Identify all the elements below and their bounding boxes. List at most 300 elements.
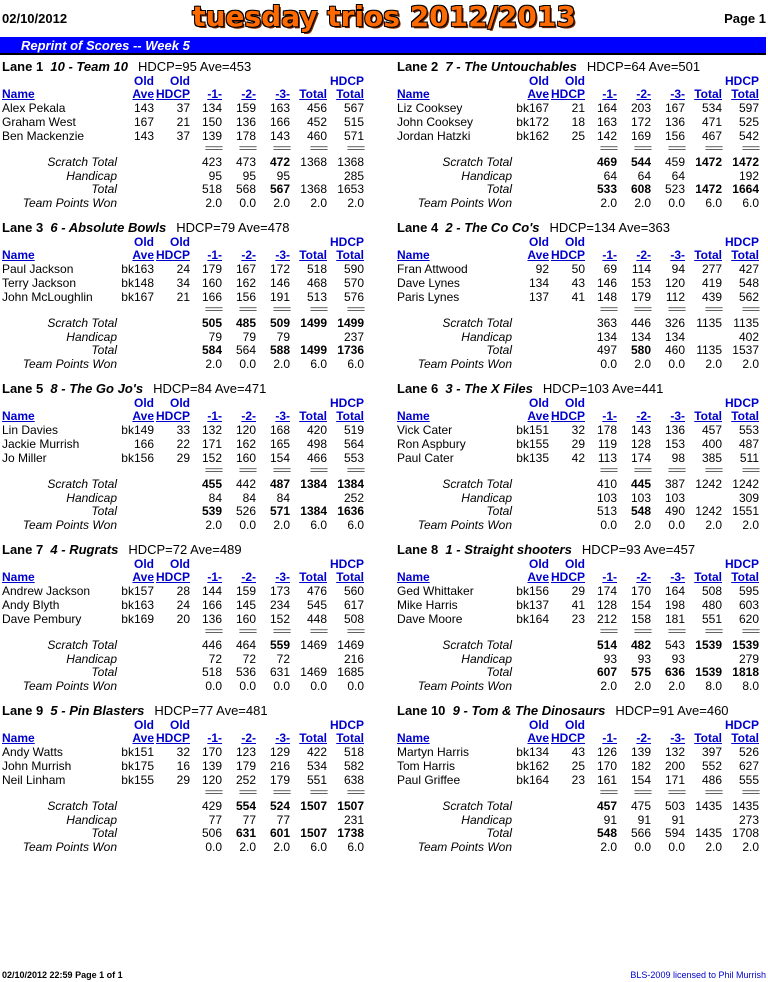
column-separator: ====	[238, 787, 256, 797]
summary-label-scratch: Scratch Total	[442, 638, 512, 652]
player-name: Jo Miller	[2, 451, 47, 465]
hdcp-total-header: HDCP	[724, 718, 759, 732]
summary-label-scratch: Scratch Total	[47, 799, 117, 813]
summary-label-scratch: Scratch Total	[442, 316, 512, 330]
summary-value: 2.0	[273, 518, 290, 532]
player-score: 134	[201, 101, 222, 115]
player-score: 526	[738, 745, 759, 759]
summary-value: 1507	[337, 799, 364, 813]
summary-value: 1818	[732, 665, 759, 679]
name-header: Name	[2, 87, 35, 101]
player-score: bk172	[516, 115, 549, 129]
column-separator: ====	[741, 465, 759, 475]
player-name: Dave Moore	[397, 612, 463, 626]
hdcp-total-header: HDCP	[329, 74, 364, 88]
player-score: 134	[528, 276, 549, 290]
column-header-total: Total	[694, 731, 722, 745]
lane-number: Lane 4	[397, 220, 439, 235]
old-header: Old	[134, 74, 154, 88]
column-separator: ====	[238, 465, 256, 475]
column-header-hdcp: HDCP	[155, 731, 190, 745]
summary-value: 575	[630, 665, 651, 679]
player-score: 132	[201, 423, 222, 437]
summary-value: 0.0	[273, 679, 290, 693]
hdcp-total-header: HDCP	[329, 396, 364, 410]
summary-label-points: Team Points Won	[417, 840, 512, 854]
player-score: 564	[343, 437, 364, 451]
summary-value: 103	[630, 491, 651, 505]
column-separator: ====	[667, 304, 685, 314]
summary-label-handicap: Handicap	[66, 813, 117, 827]
player-score: 166	[201, 290, 222, 304]
summary-value: 607	[596, 665, 617, 679]
player-score: 164	[596, 101, 617, 115]
player-score: 627	[738, 759, 759, 773]
column-header-hdcp-total-bottom: Total	[731, 570, 759, 584]
player-score: 28	[176, 584, 190, 598]
summary-value: 445	[630, 477, 651, 491]
summary-value: 2.0	[742, 518, 759, 532]
player-score: 128	[630, 437, 651, 451]
column-separator: ====	[346, 465, 364, 475]
player-score: 179	[201, 262, 222, 276]
column-separator: ====	[633, 787, 651, 797]
team-name: 3 - The X Files	[445, 381, 533, 396]
summary-value: 1368	[300, 155, 327, 169]
column-separator: ====	[741, 304, 759, 314]
player-score: 168	[269, 423, 290, 437]
player-name: Tom Harris	[397, 759, 456, 773]
column-separator: ====	[204, 143, 222, 153]
team-hdcp-average: HDCP=72 Ave=489	[128, 542, 242, 557]
team-name: 4 - Rugrats	[50, 542, 119, 557]
old-header: Old	[529, 396, 549, 410]
summary-value: 0.0	[205, 840, 222, 854]
column-header-g3: -3-	[275, 570, 290, 584]
column-separator: ====	[272, 143, 290, 153]
player-score: 129	[269, 745, 290, 759]
column-separator: ====	[633, 143, 651, 153]
hdcp-total-header: HDCP	[329, 557, 364, 571]
summary-value: 1539	[695, 638, 722, 652]
lane-block	[397, 220, 768, 381]
player-score: 518	[343, 745, 364, 759]
summary-value: 1469	[300, 638, 327, 652]
player-name: Dave Pembury	[2, 612, 82, 626]
column-header-ave: Ave	[132, 731, 154, 745]
report-title: tuesday trios 2012/2013	[192, 0, 576, 33]
player-score: 152	[269, 612, 290, 626]
player-score: 16	[176, 759, 190, 773]
summary-value: 1539	[695, 665, 722, 679]
column-separator: ====	[309, 465, 327, 475]
player-score: 174	[596, 584, 617, 598]
summary-value: 0.0	[600, 518, 617, 532]
player-score: 582	[343, 759, 364, 773]
lane-block	[2, 542, 385, 703]
player-score: 173	[269, 584, 290, 598]
player-score: 171	[664, 773, 685, 787]
summary-value: 2.0	[705, 518, 722, 532]
summary-value: 2.0	[205, 196, 222, 210]
player-score: 29	[571, 437, 585, 451]
player-score: 252	[235, 773, 256, 787]
column-separator: ====	[599, 626, 617, 636]
player-score: 167	[133, 115, 154, 129]
player-score: 620	[738, 612, 759, 626]
old-header: Old	[565, 235, 585, 249]
player-score: 617	[343, 598, 364, 612]
summary-label-total: Total	[91, 826, 117, 840]
hdcp-total-header: HDCP	[724, 557, 759, 571]
column-header-hdcp: HDCP	[550, 248, 585, 262]
player-score: 385	[701, 451, 722, 465]
summary-value: 442	[235, 477, 256, 491]
column-separator: ====	[204, 626, 222, 636]
summary-value: 2.0	[742, 357, 759, 371]
column-separator: ====	[204, 787, 222, 797]
summary-value: 446	[630, 316, 651, 330]
summary-value: 237	[343, 330, 364, 344]
summary-value: 423	[201, 155, 222, 169]
column-header-g1: -1-	[602, 87, 617, 101]
footer-timestamp: 02/10/2012 22:59 Page 1 of 1	[2, 970, 123, 980]
column-separator: ====	[346, 304, 364, 314]
summary-value: 469	[596, 155, 617, 169]
player-score: 179	[269, 773, 290, 787]
player-score: 179	[235, 759, 256, 773]
team-hdcp-average: HDCP=95 Ave=453	[137, 59, 252, 74]
player-score: 94	[671, 262, 685, 276]
player-score: bk151	[121, 745, 154, 759]
player-score: 139	[201, 129, 222, 143]
player-score: 234	[269, 598, 290, 612]
lane-block	[2, 381, 385, 542]
column-separator: ====	[346, 787, 364, 797]
column-separator: ====	[346, 626, 364, 636]
summary-value: 1472	[695, 182, 722, 196]
old-header: Old	[170, 235, 190, 249]
column-header-g2: -2-	[241, 409, 256, 423]
player-score: 42	[571, 451, 585, 465]
summary-value: 279	[738, 652, 759, 666]
summary-value: 1539	[732, 638, 759, 652]
old-header: Old	[134, 718, 154, 732]
player-name: Jordan Hatzki	[397, 129, 471, 143]
player-score: 170	[596, 759, 617, 773]
column-header-g3: -3-	[670, 731, 685, 745]
name-header: Name	[2, 248, 35, 262]
player-score: 167	[235, 262, 256, 276]
player-score: bk164	[516, 773, 549, 787]
player-score: 69	[603, 262, 617, 276]
summary-value: 567	[269, 182, 290, 196]
column-header-g2: -2-	[241, 248, 256, 262]
player-score: 486	[701, 773, 722, 787]
lane-heading	[397, 220, 670, 235]
player-score: 508	[701, 584, 722, 598]
player-score: 136	[201, 612, 222, 626]
summary-value: 523	[664, 182, 685, 196]
player-name: Alex Pekala	[2, 101, 66, 115]
player-score: 163	[596, 115, 617, 129]
summary-value: 1384	[337, 477, 364, 491]
summary-value: 216	[343, 652, 364, 666]
player-score: 468	[306, 276, 327, 290]
column-separator: ====	[309, 304, 327, 314]
player-name: Paul Cater	[397, 451, 454, 465]
name-header: Name	[397, 87, 430, 101]
player-score: 126	[596, 745, 617, 759]
summary-value: 2.0	[347, 196, 364, 210]
summary-label-handicap: Handicap	[66, 652, 117, 666]
player-score: bk167	[516, 101, 549, 115]
column-separator: ====	[633, 304, 651, 314]
player-name: Graham West	[2, 115, 76, 129]
column-header-ave: Ave	[132, 570, 154, 584]
player-score: 203	[630, 101, 651, 115]
summary-value: 0.0	[668, 518, 685, 532]
lane-number: Lane 10	[397, 703, 446, 718]
column-header-g2: -2-	[636, 570, 651, 584]
player-name: Fran Attwood	[397, 262, 468, 276]
player-name: Martyn Harris	[397, 745, 470, 759]
player-score: 18	[571, 115, 585, 129]
summary-label-points: Team Points Won	[22, 840, 117, 854]
column-header-total: Total	[299, 87, 327, 101]
summary-value: 1708	[732, 826, 759, 840]
summary-label-handicap: Handicap	[66, 330, 117, 344]
player-score: 422	[306, 745, 327, 759]
player-score: 120	[201, 773, 222, 787]
player-score: 603	[738, 598, 759, 612]
summary-value: 2.0	[205, 518, 222, 532]
player-score: 119	[597, 437, 617, 451]
column-separator: ====	[667, 787, 685, 797]
old-header: Old	[565, 557, 585, 571]
summary-label-points: Team Points Won	[417, 196, 512, 210]
player-score: 552	[701, 759, 722, 773]
player-score: bk148	[121, 276, 154, 290]
player-score: 400	[701, 437, 722, 451]
summary-label-scratch: Scratch Total	[47, 477, 117, 491]
player-score: 154	[269, 451, 290, 465]
player-score: 143	[269, 129, 290, 143]
player-score: 41	[571, 598, 585, 612]
column-header-ave: Ave	[132, 87, 154, 101]
player-score: 43	[571, 276, 585, 290]
player-name: Andy Watts	[2, 745, 63, 759]
player-score: 171	[201, 437, 222, 451]
old-header: Old	[529, 235, 549, 249]
summary-value: 2.0	[705, 357, 722, 371]
player-score: 145	[235, 598, 256, 612]
player-score: 114	[631, 262, 651, 276]
summary-value: 457	[596, 799, 617, 813]
player-score: 156	[235, 290, 256, 304]
column-separator: ====	[204, 465, 222, 475]
team-name: 8 - The Go Jo's	[50, 381, 144, 396]
summary-value: 64	[671, 169, 685, 183]
player-score: 136	[664, 423, 685, 437]
player-score: 476	[306, 584, 327, 598]
summary-label-handicap: Handicap	[461, 491, 512, 505]
summary-label-points: Team Points Won	[22, 196, 117, 210]
player-name: Lin Davies	[2, 423, 59, 437]
lane-block	[397, 703, 768, 864]
summary-value: 588	[269, 343, 290, 357]
team-name: 5 - Pin Blasters	[50, 703, 145, 718]
summary-value: 539	[201, 504, 222, 518]
player-score: 139	[630, 745, 651, 759]
summary-value: 252	[343, 491, 364, 505]
column-header-hdcp: HDCP	[155, 570, 190, 584]
player-score: 143	[630, 423, 651, 437]
column-separator: ====	[704, 143, 722, 153]
summary-value: 568	[235, 182, 256, 196]
player-name: Andy Blyth	[2, 598, 60, 612]
summary-label-points: Team Points Won	[22, 518, 117, 532]
column-separator: ====	[272, 304, 290, 314]
player-score: 160	[201, 276, 222, 290]
summary-value: 0.0	[668, 196, 685, 210]
summary-label-total: Total	[486, 504, 512, 518]
player-score: bk163	[121, 262, 154, 276]
summary-value: 1435	[732, 799, 759, 813]
team-name: 10 - Team 10	[50, 59, 128, 74]
column-header-ave: Ave	[527, 731, 549, 745]
name-header: Name	[2, 731, 35, 745]
column-separator: ====	[309, 143, 327, 153]
old-header: Old	[565, 718, 585, 732]
column-header-hdcp-total-bottom: Total	[731, 731, 759, 745]
column-header-hdcp: HDCP	[155, 409, 190, 423]
lane-block	[2, 220, 385, 381]
summary-value: 91	[671, 813, 685, 827]
summary-value: 446	[201, 638, 222, 652]
team-hdcp-average: HDCP=103 Ave=441	[542, 381, 664, 396]
player-score: 92	[535, 262, 549, 276]
lane-block	[2, 59, 385, 220]
player-score: 29	[571, 584, 585, 598]
player-score: 156	[664, 129, 685, 143]
summary-value: 1368	[337, 155, 364, 169]
summary-value: 0.0	[600, 357, 617, 371]
player-score: 534	[701, 101, 722, 115]
player-score: 146	[269, 276, 290, 290]
summary-value: 2.0	[600, 840, 617, 854]
summary-value: 544	[630, 155, 651, 169]
summary-value: 72	[208, 652, 222, 666]
player-score: 590	[343, 262, 364, 276]
name-header: Name	[397, 248, 430, 262]
player-name: Ged Whittaker	[397, 584, 474, 598]
player-score: bk157	[121, 584, 154, 598]
summary-value: 77	[242, 813, 256, 827]
player-score: 142	[596, 129, 617, 143]
player-score: 50	[571, 262, 585, 276]
player-name: Ben Mackenzie	[2, 129, 85, 143]
column-header-hdcp-total-bottom: Total	[336, 409, 364, 423]
column-separator: ====	[272, 626, 290, 636]
summary-value: 2.0	[705, 840, 722, 854]
summary-value: 543	[664, 638, 685, 652]
player-name: Dave Lynes	[397, 276, 460, 290]
summary-value: 6.0	[705, 196, 722, 210]
player-score: bk134	[516, 745, 549, 759]
name-header: Name	[397, 731, 430, 745]
summary-value: 482	[630, 638, 651, 652]
player-score: 551	[306, 773, 327, 787]
player-score: 172	[630, 115, 651, 129]
column-header-g1: -1-	[207, 409, 222, 423]
lane-number: Lane 5	[2, 381, 44, 396]
column-separator: ====	[667, 143, 685, 153]
summary-value: 93	[603, 652, 617, 666]
column-header-hdcp-total-bottom: Total	[731, 248, 759, 262]
player-score: 25	[571, 129, 585, 143]
column-header-g1: -1-	[207, 248, 222, 262]
summary-value: 571	[269, 504, 290, 518]
player-score: 487	[738, 437, 759, 451]
player-name: Paris Lynes	[397, 290, 460, 304]
column-header-g3: -3-	[275, 87, 290, 101]
lane-block	[397, 59, 768, 220]
old-header: Old	[170, 396, 190, 410]
player-score: bk164	[516, 612, 549, 626]
player-score: 181	[664, 612, 685, 626]
column-header-hdcp-total-bottom: Total	[336, 87, 364, 101]
summary-value: 514	[596, 638, 617, 652]
player-score: 198	[664, 598, 685, 612]
summary-value: 103	[596, 491, 617, 505]
summary-value: 506	[201, 826, 222, 840]
column-header-g2: -2-	[241, 731, 256, 745]
player-score: 513	[306, 290, 327, 304]
column-header-hdcp: HDCP	[155, 248, 190, 262]
summary-value: 103	[664, 491, 685, 505]
player-score: 467	[701, 129, 722, 143]
summary-value: 2.0	[600, 679, 617, 693]
summary-value: 1685	[337, 665, 364, 679]
summary-value: 231	[343, 813, 364, 827]
player-score: 29	[176, 451, 190, 465]
player-score: 143	[133, 129, 154, 143]
summary-value: 0.0	[239, 679, 256, 693]
lane-number: Lane 6	[397, 381, 439, 396]
summary-value: 77	[276, 813, 290, 827]
summary-value: 455	[201, 477, 222, 491]
summary-value: 387	[664, 477, 685, 491]
player-score: 21	[571, 101, 585, 115]
player-score: 37	[176, 101, 190, 115]
player-score: 174	[630, 451, 651, 465]
summary-value: 1384	[300, 477, 327, 491]
summary-value: 608	[630, 182, 651, 196]
summary-value: 533	[596, 182, 617, 196]
column-header-ave: Ave	[132, 248, 154, 262]
summary-value: 548	[630, 504, 651, 518]
column-header-hdcp-total-bottom: Total	[336, 731, 364, 745]
player-score: bk162	[516, 759, 549, 773]
player-score: 132	[664, 745, 685, 759]
player-score: 161	[596, 773, 617, 787]
column-separator: ====	[704, 465, 722, 475]
summary-value: 0.0	[239, 357, 256, 371]
column-header-hdcp-total-bottom: Total	[731, 409, 759, 423]
player-score: 32	[571, 423, 585, 437]
column-header-total: Total	[299, 409, 327, 423]
